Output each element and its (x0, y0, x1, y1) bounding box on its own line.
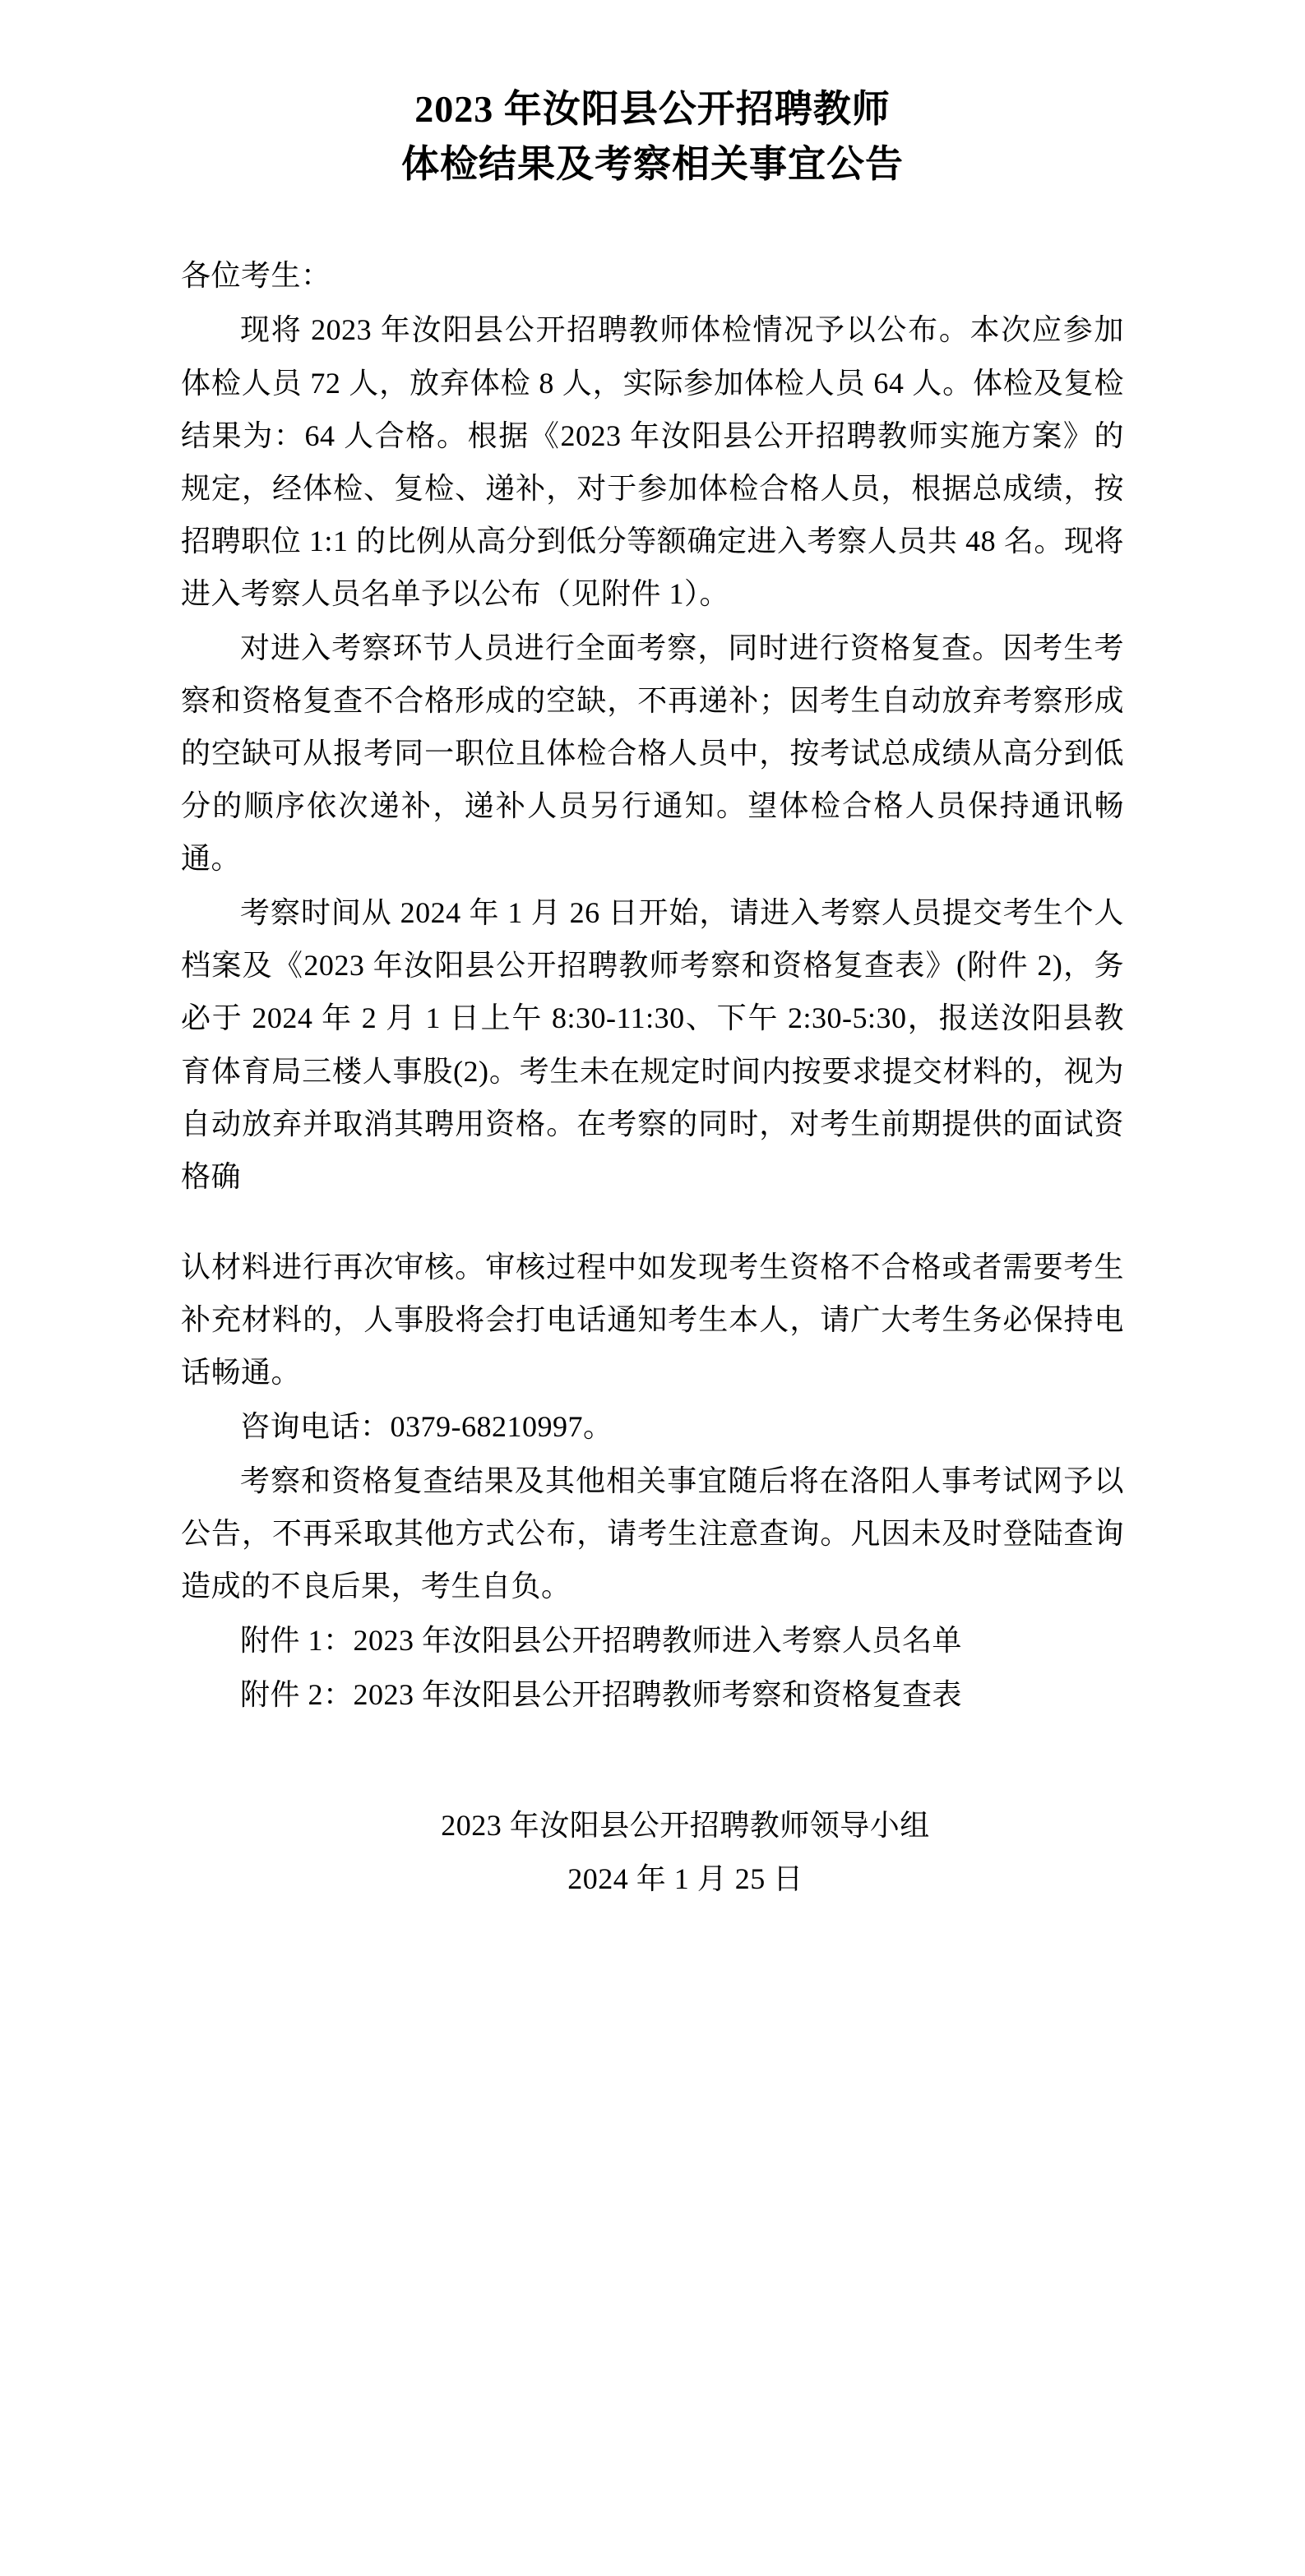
paragraph-3: 考察时间从 2024 年 1 月 26 日开始，请进入考察人员提交考生个人档案及《2023 年汝阳县公开招聘教师考察和资格复查表》(附件 2)，务必于 2024 年 2 月 1 日上午 8:30-11:30、下午 2:30-5:30，报送汝阳县教育体育局三楼人事股(2)。考生未在规定时间内按要求提交材料的，视为自动放弃并取消其聘用资格。在考察的同时，对考生前期提供的面试资格确 (181, 896, 1124, 1193)
paragraph-5: 考察和资格复查结果及其他相关事宜随后将在洛阳人事考试网予以公告，不再采取其他方式公布，请考生注意查询。凡因未及时登陆查询造成的不良后果，考生自负。 (181, 1464, 1124, 1603)
document-body (181, 249, 1124, 1721)
paragraph-2: 对进入考察环节人员进行全面考察，同时进行资格复查。因考生考察和资格复查不合格形成的空缺，不再递补；因考生自动放弃考察形成的空缺可从报考同一职位且体检合格人员中，按考试总成绩从高分到低分的顺序依次递补，递补人员另行通知。望体检合格人员保持通讯畅通。 (181, 631, 1124, 876)
attachment-2: 附件 2：2023 年汝阳县公开招聘教师考察和资格复查表 (240, 1678, 963, 1712)
paragraph-contact-phone: 咨询电话：0379-68210997。 (240, 1410, 613, 1444)
signature-block (181, 1799, 1124, 1906)
title-line-1: 2023 年汝阳县公开招聘教师 (414, 88, 891, 130)
paragraph-1: 现将 2023 年汝阳县公开招聘教师体检情况予以公布。本次应参加体检人员 72 人，放弃体检 8 人，实际参加体检人员 64 人。体检及复检结果为：64 人合格。根据《2023 年汝阳县公开招聘教师实施方案》的规定，经体检、复检、递补，对于参加体检合格人员，根据总成绩，按招聘职位 1:1 的比例从高分到低分等额确定进入考察人员共 48 名。现将进入考察人员名单予以公布（见附件 1）。 (181, 313, 1124, 610)
paragraph-4: 认材料进行再次审核。审核过程中如发现考生资格不合格或者需要考生补充材料的，人事股将会打电话通知考生本人，请广大考生务必保持电话畅通。 (181, 1250, 1124, 1389)
signature-organization: 2023 年汝阳县公开招聘教师领导小组 (441, 1809, 930, 1843)
salutation: 各位考生： (181, 259, 331, 293)
title-line-2: 体检结果及考察相关事宜公告 (401, 142, 904, 185)
signature-date: 2024 年 1 月 25 日 (567, 1862, 803, 1896)
page-title (181, 82, 1124, 192)
attachment-1: 附件 1：2023 年汝阳县公开招聘教师进入考察人员名单 (240, 1624, 963, 1658)
